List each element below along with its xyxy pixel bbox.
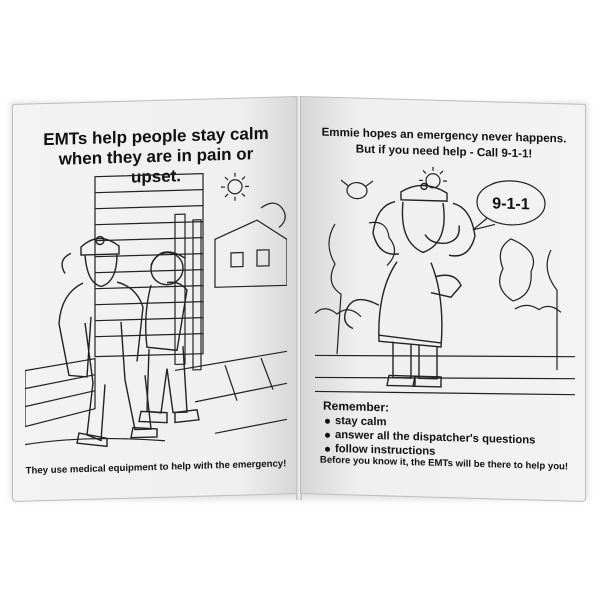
right-title-line-1: Emmie hopes an emergency never happens. [321,125,567,146]
left-title-line-2: when they are in pain or upset. [58,144,254,187]
emt-figure [59,235,157,448]
left-title-line-1: EMTs help people stay calm [43,123,269,150]
remember-item-2: answer all the dispatcher's questions [335,428,573,449]
right-page [300,96,586,502]
steps-drawing [25,357,165,445]
right-page-title [317,124,571,163]
sun-icon [221,172,249,201]
right-title-line-2: But if you need help - Call 9-1-1! [355,142,533,161]
house-drawing [95,174,203,373]
remember-item-3: follow instructions [335,442,573,463]
boy-figure [139,251,199,423]
speech-bubble-text: 9-1-1 [492,195,530,214]
emmie-elephant-illustration [315,163,575,402]
left-page-caption: They use medical equipment to help with the emergency! [25,458,287,477]
background-house-drawing [215,203,287,288]
bird-icon [341,180,373,199]
remember-list [323,399,573,463]
emmie-elephant-figure [345,181,475,388]
right-page-caption: Before you know it, the EMTs will be there to help you! [319,454,569,473]
emt-helping-boy-illustration [25,167,287,460]
remember-heading: Remember: [323,398,390,415]
remember-item-1: stay calm [335,414,573,435]
left-page [12,96,298,502]
